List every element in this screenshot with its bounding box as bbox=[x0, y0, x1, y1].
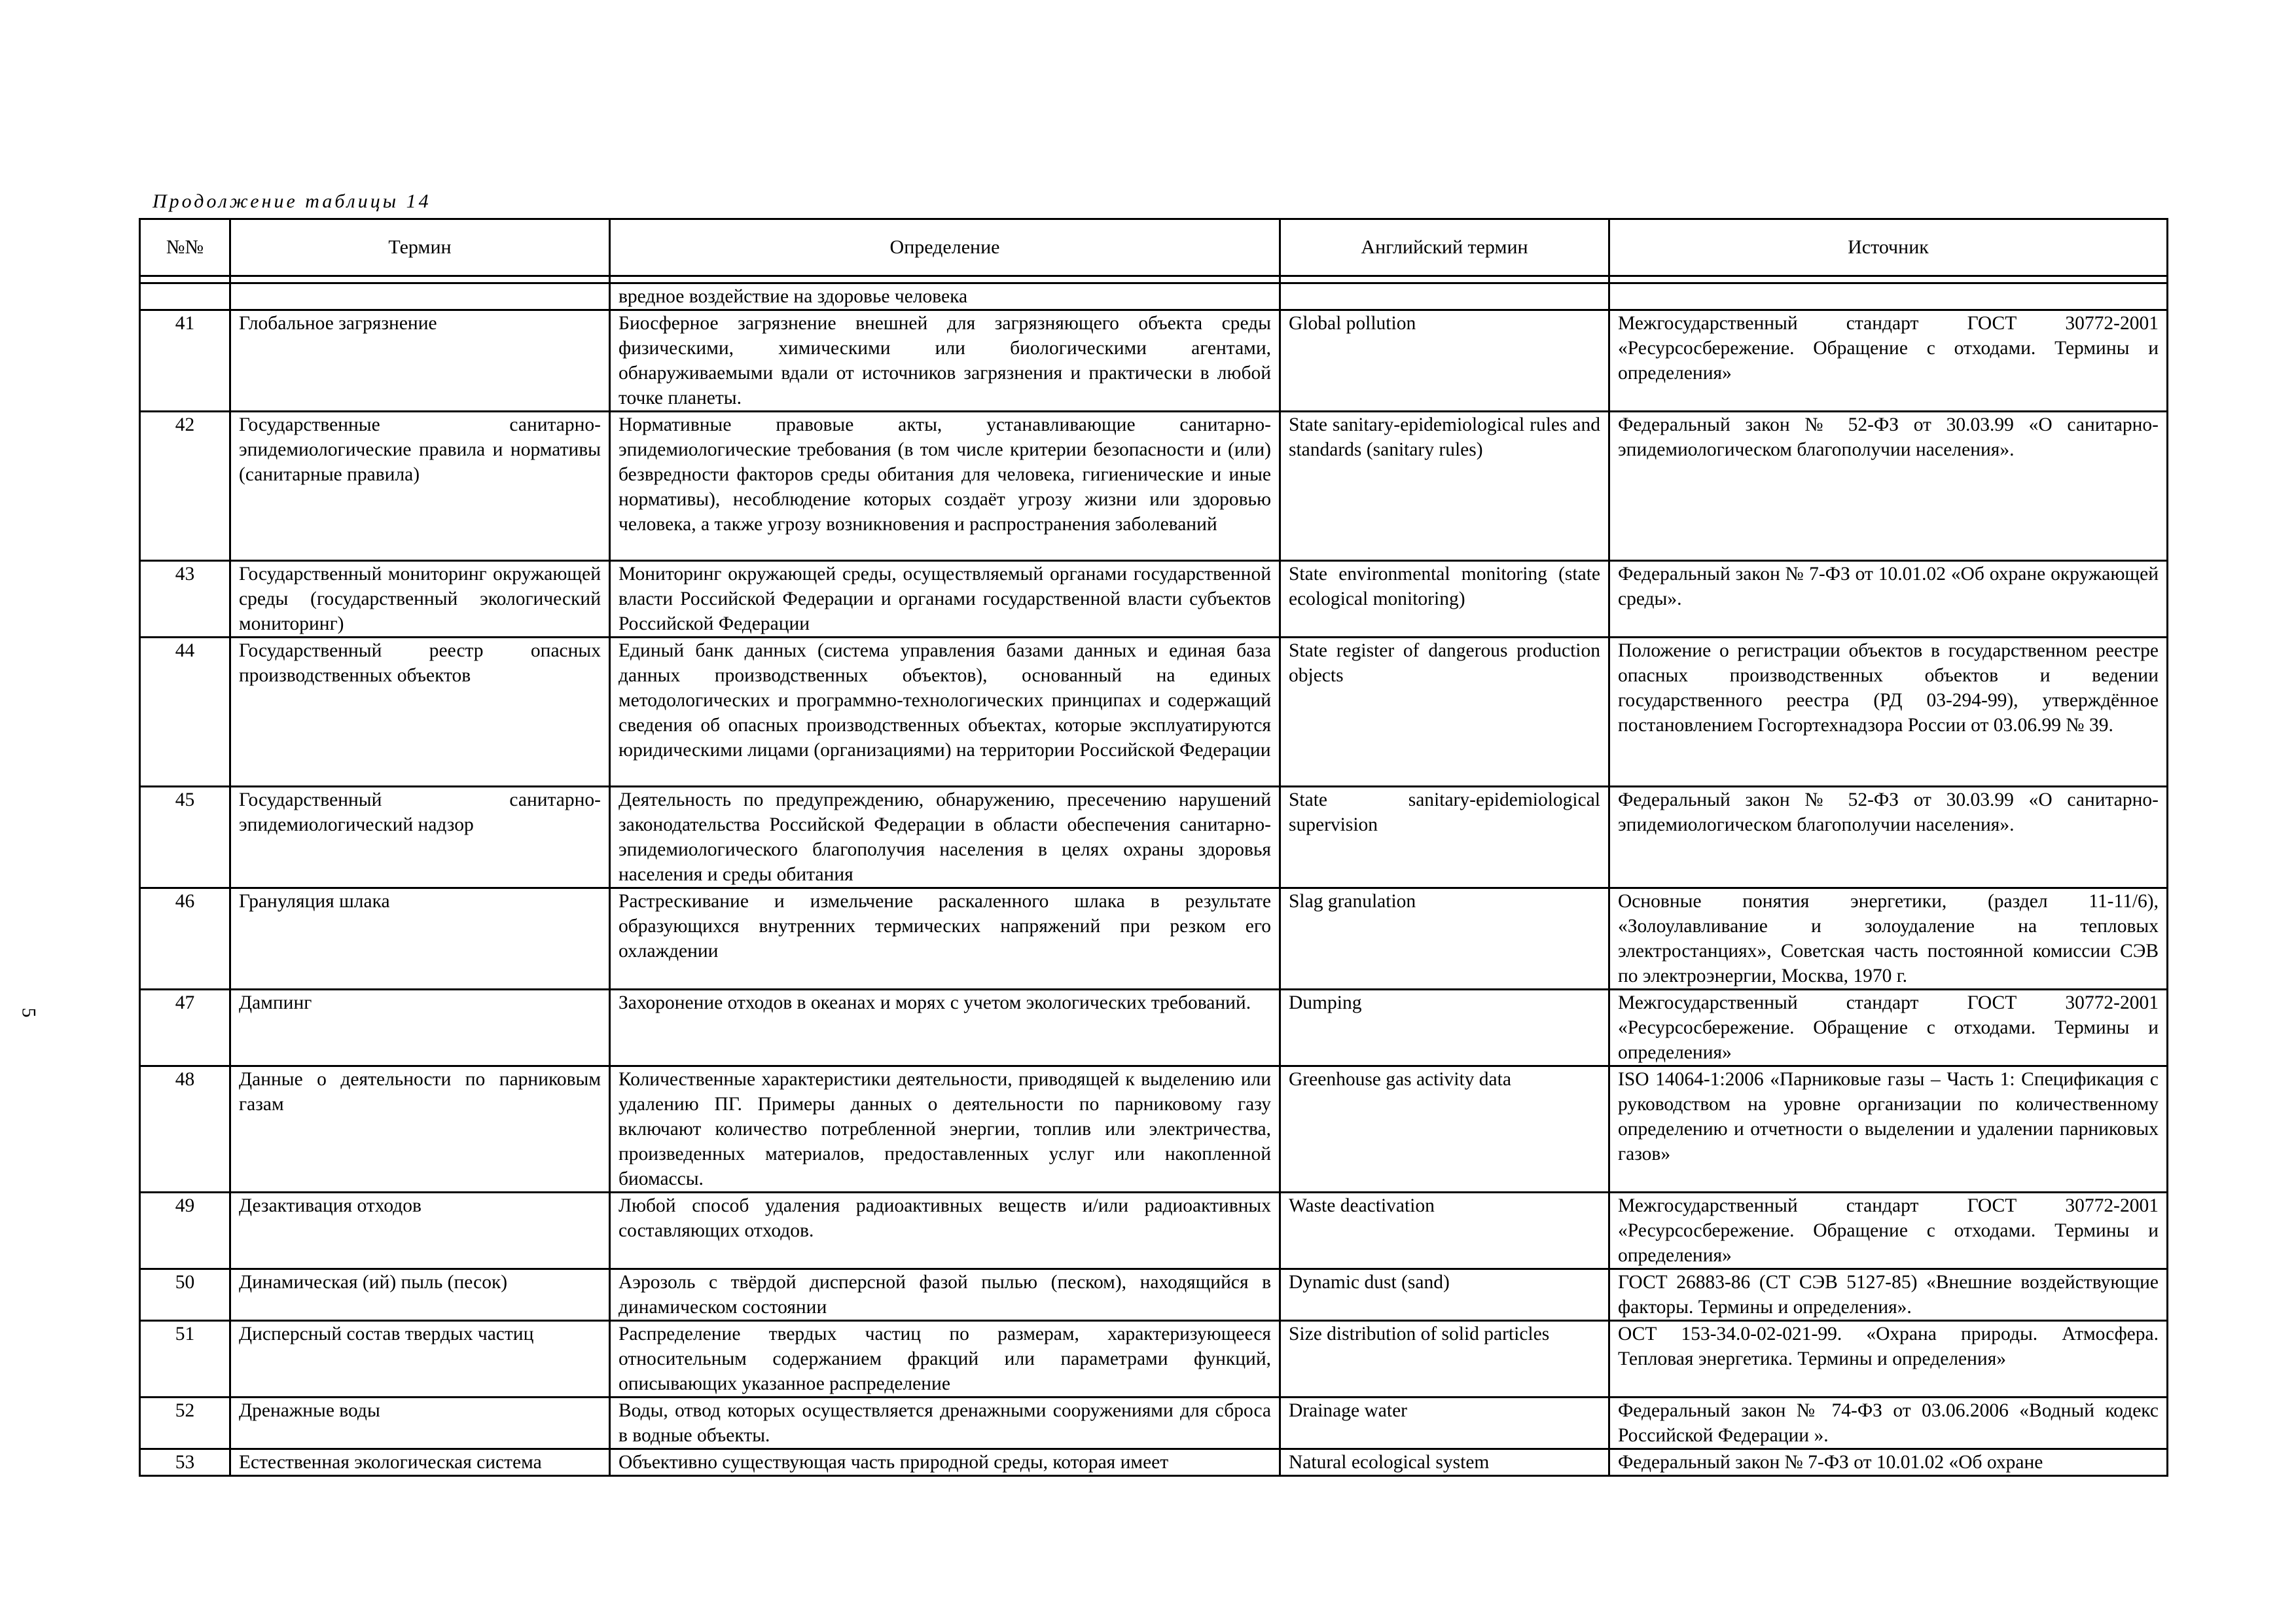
row-number-cell: 46 bbox=[140, 888, 230, 990]
term-cell: Грануляция шлака bbox=[230, 888, 610, 990]
english-term-cell: Natural ecological system bbox=[1280, 1449, 1609, 1476]
table-row bbox=[140, 1398, 2168, 1449]
definition-cell: Воды, отвод которых осуществляется дренажными сооружениями для сброса в водные объекты. bbox=[610, 1398, 1280, 1449]
term-cell: Государственный реестр опасных производственных объектов bbox=[230, 638, 610, 787]
term-cell: Государственные санитарно-эпидемиологические правила и нормативы (санитарные правила) bbox=[230, 412, 610, 561]
source-cell: ГОСТ 26883-86 (СТ СЭВ 5127-85) «Внешние воздействующие факторы. Термины и определения». bbox=[1609, 1269, 2168, 1321]
source-cell: ОСТ 153-34.0-02-021-99. «Охрана природы. Атмосфера. Тепловая энергетика. Термины и определения» bbox=[1609, 1321, 2168, 1398]
english-term-cell: Size distribution of solid particles bbox=[1280, 1321, 1609, 1398]
term-cell: Государственный санитарно-эпидемиологический надзор bbox=[230, 787, 610, 888]
header-separator-row bbox=[140, 276, 2168, 283]
english-term-cell: Dynamic dust (sand) bbox=[1280, 1269, 1609, 1321]
page-number: 5 bbox=[18, 1007, 40, 1018]
table-header-row bbox=[140, 219, 2168, 276]
source-cell: Межгосударственный стандарт ГОСТ 30772-2001 «Ресурсосбережение. Обращение с отходами. Термины и определения» bbox=[1609, 1193, 2168, 1269]
english-term-cell: Dumping bbox=[1280, 990, 1609, 1066]
definition-cell: Растрескивание и измельчение раскаленного шлака в результате образующихся внутренних термических напряжений при резком его охлаждении bbox=[610, 888, 1280, 990]
english-term-cell: Waste deactivation bbox=[1280, 1193, 1609, 1269]
definition-cell: Захоронение отходов в океанах и морях с учетом экологических требований. bbox=[610, 990, 1280, 1066]
table-row bbox=[140, 990, 2168, 1066]
definition-cell: Мониторинг окружающей среды, осуществляемый органами государственной власти Российской Федерации и органами государственной власти субъектов Российской Федерации bbox=[610, 561, 1280, 638]
term-cell: Естественная экологическая система bbox=[230, 1449, 610, 1476]
row-number-cell: 43 bbox=[140, 561, 230, 638]
english-term-cell: State register of dangerous production objects bbox=[1280, 638, 1609, 787]
row-number-cell: 51 bbox=[140, 1321, 230, 1398]
english-term-cell: Slag granulation bbox=[1280, 888, 1609, 990]
term-cell: Дезактивация отходов bbox=[230, 1193, 610, 1269]
term-cell: Динамическая (ий) пыль (песок) bbox=[230, 1269, 610, 1321]
source-cell: Межгосударственный стандарт ГОСТ 30772-2001 «Ресурсосбережение. Обращение с отходами. Термины и определения» bbox=[1609, 990, 2168, 1066]
term-cell: Государственный мониторинг окружающей среды (государственный экологический мониторинг) bbox=[230, 561, 610, 638]
term-cell: Дисперсный состав твердых частиц bbox=[230, 1321, 610, 1398]
source-cell: Федеральный закон № 52-ФЗ от 30.03.99 «О санитарно-эпидемиологическом благополучии населения». bbox=[1609, 787, 2168, 888]
english-term-cell: Drainage water bbox=[1280, 1398, 1609, 1449]
source-cell: Федеральный закон № 52-ФЗ от 30.03.99 «О санитарно-эпидемиологическом благополучии населения». bbox=[1609, 412, 2168, 561]
source-cell: Основные понятия энергетики, (раздел 11-11/6), «Золоулавливание и золоудаление на тепловых электростанциях», Советская часть постоянной комиссии СЭВ по электроэнергии, Москва, 1970 г. bbox=[1609, 888, 2168, 990]
definition-cell: Количественные характеристики деятельности, приводящей к выделению или удалению ПГ. Примеры данных о деятельности по парниковому газу включают количество потребленной энергии, топлив или электричества, произведенных материалов, предоставленных услуг или накопленной биомассы. bbox=[610, 1066, 1280, 1193]
row-number-cell: 47 bbox=[140, 990, 230, 1066]
definition-cell: Единый банк данных (система управления базами данных и единая база данных производственных объектов), основанный на единых методологических и программно-технологических принципах и содержащий сведения об опасных производственных объектах, которые эксплуатируются юридическими лицами (организациями) на территории Российской Федерации bbox=[610, 638, 1280, 787]
term-cell: Дренажные воды bbox=[230, 1398, 610, 1449]
definition-cell: Деятельность по предупреждению, обнаружению, пресечению нарушений законодательства Российской Федерации в области обеспечения санитарно-эпидемиологического благополучия населения в целях охраны здоровья населения и среды обитания bbox=[610, 787, 1280, 888]
row-number-cell: 45 bbox=[140, 787, 230, 888]
source-cell: Федеральный закон № 7-ФЗ от 10.01.02 «Об охране окружающей среды». bbox=[1609, 561, 2168, 638]
english-term-cell: Global pollution bbox=[1280, 310, 1609, 412]
row-number-cell: 52 bbox=[140, 1398, 230, 1449]
term-cell: Дампинг bbox=[230, 990, 610, 1066]
definition-cell: Любой способ удаления радиоактивных веществ и/или радиоактивных составляющих отходов. bbox=[610, 1193, 1280, 1269]
header-term: Термин bbox=[230, 219, 610, 276]
source-cell: Федеральный закон № 7-ФЗ от 10.01.02 «Об охране bbox=[1609, 1449, 2168, 1476]
definition-cell: Биосферное загрязнение внешней для загрязняющего объекта среды физическими, химическими или биологическими агентами, обнаруживаемыми вдали от источников загрязнения и практически в любой точке планеты. bbox=[610, 310, 1280, 412]
table-row bbox=[140, 1269, 2168, 1321]
terms-table bbox=[139, 218, 2168, 1477]
header-number: №№ bbox=[140, 219, 230, 276]
english-term-cell: State environmental monitoring (state ecological monitoring) bbox=[1280, 561, 1609, 638]
header-source: Источник bbox=[1609, 219, 2168, 276]
row-number-cell: 42 bbox=[140, 412, 230, 561]
definition-cell: Объективно существующая часть природной среды, которая имеет bbox=[610, 1449, 1280, 1476]
source-cell: ISO 14064-1:2006 «Парниковые газы – Часть 1: Спецификация с руководством на уровне организации по количественному определению и отчетности о выделении и удалении парниковых газов» bbox=[1609, 1066, 2168, 1193]
row-number-cell: 44 bbox=[140, 638, 230, 787]
row-number-cell: 49 bbox=[140, 1193, 230, 1269]
header-english-term: Английский термин bbox=[1280, 219, 1609, 276]
row-number-cell: 50 bbox=[140, 1269, 230, 1321]
source-cell: Федеральный закон № 74-ФЗ от 03.06.2006 «Водный кодекс Российской Федерации ». bbox=[1609, 1398, 2168, 1449]
row-number-cell: 48 bbox=[140, 1066, 230, 1193]
english-term-cell: Greenhouse gas activity data bbox=[1280, 1066, 1609, 1193]
term-cell: Данные о деятельности по парниковым газам bbox=[230, 1066, 610, 1193]
table-row bbox=[140, 1449, 2168, 1476]
table-row bbox=[140, 638, 2168, 787]
header-definition: Определение bbox=[610, 219, 1280, 276]
table-row bbox=[140, 888, 2168, 990]
table-row bbox=[140, 1193, 2168, 1269]
table-caption: Продолжение таблицы 14 bbox=[152, 190, 431, 212]
english-term-cell: State sanitary-epidemiological supervision bbox=[1280, 787, 1609, 888]
definition-cell: Нормативные правовые акты, устанавливающие санитарно-эпидемиологические требования (в том числе критерии безопасности и (или) безвредности факторов среды обитания для человека, гигиенические и иные нормативы), несоблюдение которых создаёт угрозу жизни или здоровью человека, а также угрозу возникновения и распространения заболеваний bbox=[610, 412, 1280, 561]
definition-cell: Распределение твердых частиц по размерам, характеризующееся относительным содержанием фракций или параметрами функций, описывающих указанное распределение bbox=[610, 1321, 1280, 1398]
table-row bbox=[140, 787, 2168, 888]
continuation-row bbox=[140, 283, 2168, 310]
table-row bbox=[140, 1066, 2168, 1193]
definition-cell: Аэрозоль с твёрдой дисперсной фазой пылью (песком), находящийся в динамическом состоянии bbox=[610, 1269, 1280, 1321]
continuation-definition-cell: вредное воздействие на здоровье человека bbox=[610, 283, 1280, 310]
source-cell: Положение о регистрации объектов в государственном реестре опасных производственных объектов и ведении государственного реестра (РД 03-294-99), утверждённое постановлением Госгортехнадзора России от 03.06.99 № 39. bbox=[1609, 638, 2168, 787]
table-row bbox=[140, 412, 2168, 561]
table-row bbox=[140, 561, 2168, 638]
row-number-cell: 53 bbox=[140, 1449, 230, 1476]
row-number-cell: 41 bbox=[140, 310, 230, 412]
source-cell: Межгосударственный стандарт ГОСТ 30772-2001 «Ресурсосбережение. Обращение с отходами. Термины и определения» bbox=[1609, 310, 2168, 412]
term-cell: Глобальное загрязнение bbox=[230, 310, 610, 412]
table-row bbox=[140, 1321, 2168, 1398]
table-row bbox=[140, 310, 2168, 412]
english-term-cell: State sanitary-epidemiological rules and standards (sanitary rules) bbox=[1280, 412, 1609, 561]
